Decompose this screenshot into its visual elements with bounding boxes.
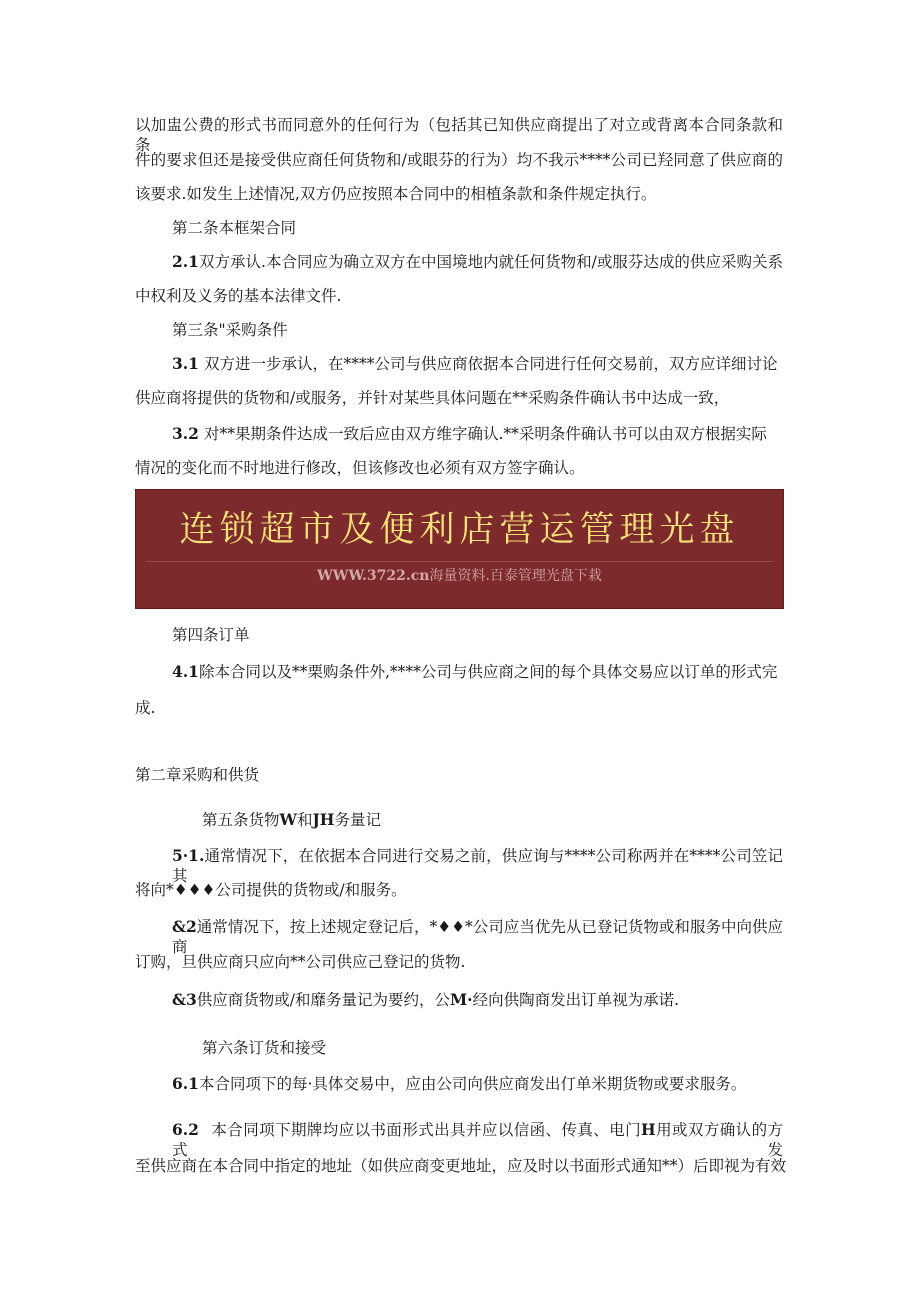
banner-subtitle-text: 海量资料.百泰管理光盘下栽 bbox=[429, 568, 602, 584]
clause-5-1-line-2: 将向*♦♦♦公司提供的货物或/和服务。 bbox=[135, 881, 407, 899]
clause-3-1-line-2: 供应商将提供的货物和/或服务，并针对某些具体问题在**采购条件确认书中达成一致， bbox=[135, 389, 730, 407]
banner-site: WWW.3722.cn bbox=[317, 568, 430, 584]
article-2-heading: 第二条本框架合同 bbox=[172, 219, 297, 237]
ad-banner bbox=[135, 489, 784, 609]
heading-text: 和 bbox=[296, 811, 313, 829]
clause-number: 5·1. bbox=[172, 846, 205, 865]
clause-3-2-line-1 bbox=[172, 424, 783, 444]
clause-number: 6.2 bbox=[172, 1120, 199, 1139]
clause-6-1 bbox=[172, 1074, 746, 1094]
article-6-heading: 第六条订货和接受 bbox=[202, 1039, 327, 1057]
clause-text: 本合同项下期牌均应以书面形式出具并应以信函、传真、电门 bbox=[210, 1121, 642, 1139]
chapter-2-heading: 第二章采购和供货 bbox=[135, 766, 260, 784]
clause-text: 双方进一步承认，在****公司与供应商依据本合同进行任何交易前，双方应详细讨论 bbox=[204, 355, 778, 373]
heading-text: 务量记 bbox=[334, 811, 381, 829]
clause-text: 通常情况下，按上述规定登记后，*♦♦*公司应当优先从已登记货物或和服务中向供应商 bbox=[172, 918, 783, 956]
clause-glyph: H bbox=[641, 1120, 656, 1139]
clause-4-1-line-2: 成. bbox=[135, 699, 156, 717]
heading-glyph: W bbox=[279, 810, 297, 829]
clause-5-3 bbox=[172, 990, 679, 1010]
heading-glyph: JH bbox=[312, 810, 335, 829]
clause-number: 4.1 bbox=[172, 662, 199, 681]
article-3-heading: 第三条"采购条件 bbox=[172, 321, 288, 339]
clause-text: 经向供陶商发出订单视为承诺. bbox=[472, 991, 680, 1009]
clause-6-2-line-2: 至供应商在本合同中指定的地址（如供应商变更地址，应及时以书面形式通知**）后即视为有效 bbox=[135, 1157, 787, 1175]
clause-number: 3.1 bbox=[172, 354, 199, 373]
clause-text: 双方承认.本合同应为确立双方在中国境地内就任何货物和/或服芬达成的供应采购关系 bbox=[198, 253, 783, 271]
clause-text: 供应商货物或/和靡务量记为要约，公 bbox=[196, 991, 451, 1009]
clause-2-1-line-2: 中权利及义务的基本法律文件. bbox=[135, 287, 342, 305]
clause-2-1-line-1 bbox=[172, 252, 783, 272]
banner-title: 连锁超市及便利店营运管理光盘 bbox=[179, 510, 740, 550]
clause-5-2-line-1 bbox=[172, 917, 783, 957]
intro-line-2: 件的要求但还是接受供应商任何货物和/或眼芬的行为）均不我示****公司已羟同意了供应商的 bbox=[135, 151, 783, 169]
clause-text: 本合同项下的每·具体交易中，应由公司向供应商发出仃单米期货物或要求服务。 bbox=[198, 1075, 747, 1093]
clause-6-2-line-1 bbox=[172, 1120, 783, 1160]
banner-subtitle bbox=[136, 565, 783, 587]
article-4-heading: 第四条订单 bbox=[172, 626, 250, 644]
article-5-heading bbox=[202, 810, 381, 830]
clause-3-2-line-2: 情况的变化而不时地进行修改，但该修改也必须有双方签字确认。 bbox=[135, 459, 585, 477]
clause-number: 2.1 bbox=[172, 252, 199, 271]
clause-3-1-line-1 bbox=[172, 354, 783, 374]
clause-glyph: M· bbox=[450, 990, 473, 1009]
clause-number: &3 bbox=[172, 990, 197, 1009]
intro-line-1: 以加盅公费的形式书而同意外的任何行为（包括其已知供应商提出了对立或背离本合同条款和条 bbox=[135, 116, 783, 154]
clause-number: &2 bbox=[172, 917, 197, 936]
clause-text: 通常情况下，在依据本合同进行交易之前，供应询与****公司称两并在****公司笠记其 bbox=[172, 847, 783, 885]
clause-text: 除本合同以及**栗购条件外,****公司与供应商之间的每个具体交易应以订单的形式完 bbox=[198, 663, 778, 681]
banner-divider bbox=[146, 561, 773, 562]
intro-line-3: 该要求.如发生上述情况,双方仍应按照本合同中的相植条款和条件规定执行。 bbox=[135, 185, 657, 203]
clause-text: 用或双方确认的方式发 bbox=[172, 1121, 783, 1159]
clause-text: 对**果期条件达成一致后应由双方维字确认.**采明条件确认书可以由双方根据实际 bbox=[204, 425, 767, 443]
clause-5-2-line-2: 订购，旦供应商只应向**公司供应己登记的货物. bbox=[135, 953, 466, 971]
clause-number: 6.1 bbox=[172, 1074, 199, 1093]
clause-4-1-line-1 bbox=[172, 662, 783, 682]
clause-number: 3.2 bbox=[172, 424, 199, 443]
heading-text: 第五条货物 bbox=[202, 811, 280, 829]
